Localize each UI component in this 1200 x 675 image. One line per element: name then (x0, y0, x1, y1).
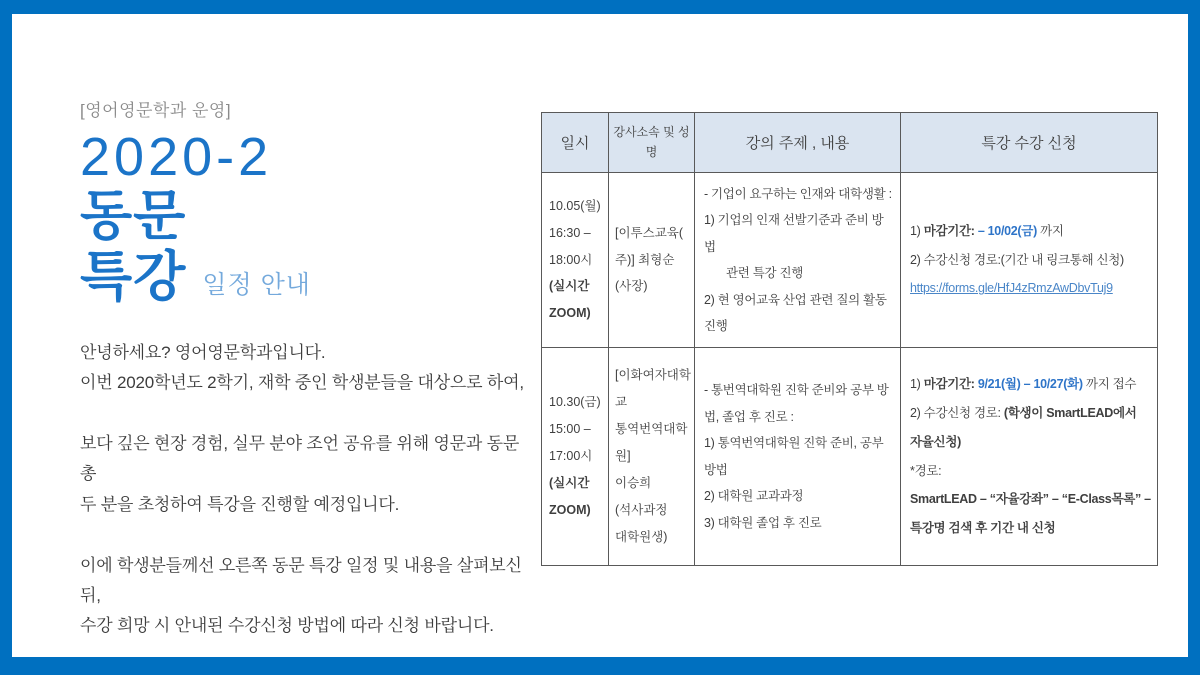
topic-line: 3) 대학원 졸업 후 진로 (704, 515, 822, 530)
schedule-row-1 (542, 173, 1158, 348)
schedule-table-container (541, 112, 1158, 566)
header-row (542, 113, 1158, 173)
header-datetime: 일시 (542, 113, 609, 173)
deadline-suffix: 까지 접수 (1082, 377, 1137, 392)
left-panel (80, 96, 530, 642)
instructor-line: 주)] 최형순 (615, 252, 675, 267)
intro-line: 안녕하세요? 영어영문학과입니다. (80, 342, 326, 362)
topic-line: - 기업이 요구하는 인재와 대학생활 : (704, 186, 892, 201)
instructor-line: 통역번역대학 (615, 422, 688, 437)
registration-link-line (910, 274, 1151, 303)
deadline-date: 9/21(월) – 10/27(화) (974, 377, 1083, 392)
intro-paragraph-1 (80, 338, 530, 399)
intro-line: 수강 희망 시 안내된 수강신청 방법에 따라 신청 바랍니다. (80, 616, 494, 636)
instructor-cell (609, 173, 695, 348)
deadline-suffix: 까지 (1036, 223, 1064, 238)
instructor-line: 이승희 (615, 475, 652, 490)
header-topic: 강의 주제 , 내용 (695, 113, 901, 173)
topic-line: 2) 대학원 교과과정 (704, 489, 804, 503)
deadline-prefix: 1) (910, 377, 924, 392)
datetime-line: 10.30(금) (549, 395, 601, 410)
deadline-label: 마감기간: (923, 223, 975, 238)
topic-line: 1) 기업의 인재 선발기준과 준비 방법 (704, 213, 884, 254)
instructor-line: (석사과정 (615, 502, 668, 517)
header-registration: 특강 수강 신청 (901, 113, 1158, 173)
topic-line: 1) 통역번역대학원 진학 준비, 공부 방법 (704, 436, 884, 477)
schedule-table (541, 112, 1158, 566)
deadline-label: 마감기간: (923, 377, 975, 392)
instructor-line: [이투스교육( (615, 225, 684, 240)
datetime-cell (542, 173, 609, 348)
deadline-line (910, 217, 1151, 246)
path-note-label: *경로: (910, 463, 942, 478)
topic-cell (695, 173, 901, 348)
intro-line: 이에 학생분들께선 오른쪽 동문 특강 일정 및 내용을 살펴보신 뒤, (80, 555, 522, 606)
datetime-line-zoom: (실시간 (549, 475, 590, 490)
registration-path-prefix: 2) 수강신청 경로: (910, 406, 1004, 420)
dept-tag: [영어영문학과 운영] (80, 101, 232, 120)
datetime-line: 10.05(월) (549, 198, 601, 213)
instructor-line: (사장) (615, 279, 648, 294)
datetime-line-zoom: ZOOM) (549, 502, 591, 517)
datetime-cell (542, 348, 609, 566)
schedule-row-2 (542, 348, 1158, 566)
main-title-line1: 동문 (80, 185, 187, 246)
registration-link[interactable]: https://forms.gle/HfJ4zRmzAwDbvTuj9 (910, 281, 1113, 296)
topic-line: - 통번역대학원 진학 준비와 공부 방 (704, 383, 889, 397)
registration-cell (901, 173, 1158, 348)
topic-line: 법, 졸업 후 진로 : (704, 409, 794, 424)
topic-line: 2) 현 영어교육 산업 관련 질의 활동 진행 (704, 292, 887, 333)
path-steps: SmartLEAD – “자율강좌” – “E-Class목록” – 특강명 검색 후 기간 내 신청 (910, 492, 1151, 535)
datetime-line: 17:00시 (549, 449, 593, 464)
registration-path-line (910, 399, 1151, 457)
registration-cell (901, 348, 1158, 566)
intro-text (80, 338, 530, 642)
deadline-date: – 10/02(금) (974, 223, 1037, 238)
intro-paragraph-2 (80, 429, 530, 520)
datetime-line: 15:00 – (549, 422, 591, 437)
header-instructor: 강사소속 및 성명 (609, 113, 695, 173)
intro-line: 두 분을 초청하여 특강을 진행할 예정입니다. (80, 494, 400, 514)
content-area (12, 14, 1188, 657)
datetime-line-zoom: (실시간 (549, 279, 590, 294)
instructor-line: [이화여자대학 (615, 368, 691, 383)
instructor-line: 원] (615, 449, 631, 464)
main-title-line2: 특강 (80, 246, 187, 307)
deadline-line (910, 370, 1151, 399)
main-title-row (80, 247, 530, 308)
datetime-line: 18:00시 (549, 252, 593, 267)
year-title: 2020-2 (80, 127, 273, 187)
registration-path-bold: (학생이 SmartLEAD에서 자율신청) (910, 406, 1137, 449)
intro-line: 보다 깊은 현장 경험, 실무 분야 조언 공유를 위해 영문과 동문 총 (80, 434, 520, 484)
subtitle: 일정 안내 (202, 270, 311, 299)
instructor-line: 교 (615, 395, 628, 410)
instructor-cell (609, 348, 695, 566)
registration-path-line: 2) 수강신청 경로:(기간 내 링크통해 신청) (910, 252, 1124, 267)
datetime-line-zoom: ZOOM) (549, 306, 591, 321)
intro-paragraph-3 (80, 551, 530, 642)
topic-cell (695, 348, 901, 566)
datetime-line: 16:30 – (549, 225, 591, 240)
topic-line: 관련 특강 진행 (726, 266, 803, 280)
instructor-line: 대학원생) (615, 529, 668, 544)
intro-line: 이번 2020학년도 2학기, 재학 중인 학생분들을 대상으로 하여, (80, 372, 524, 392)
deadline-prefix: 1) (910, 223, 924, 238)
